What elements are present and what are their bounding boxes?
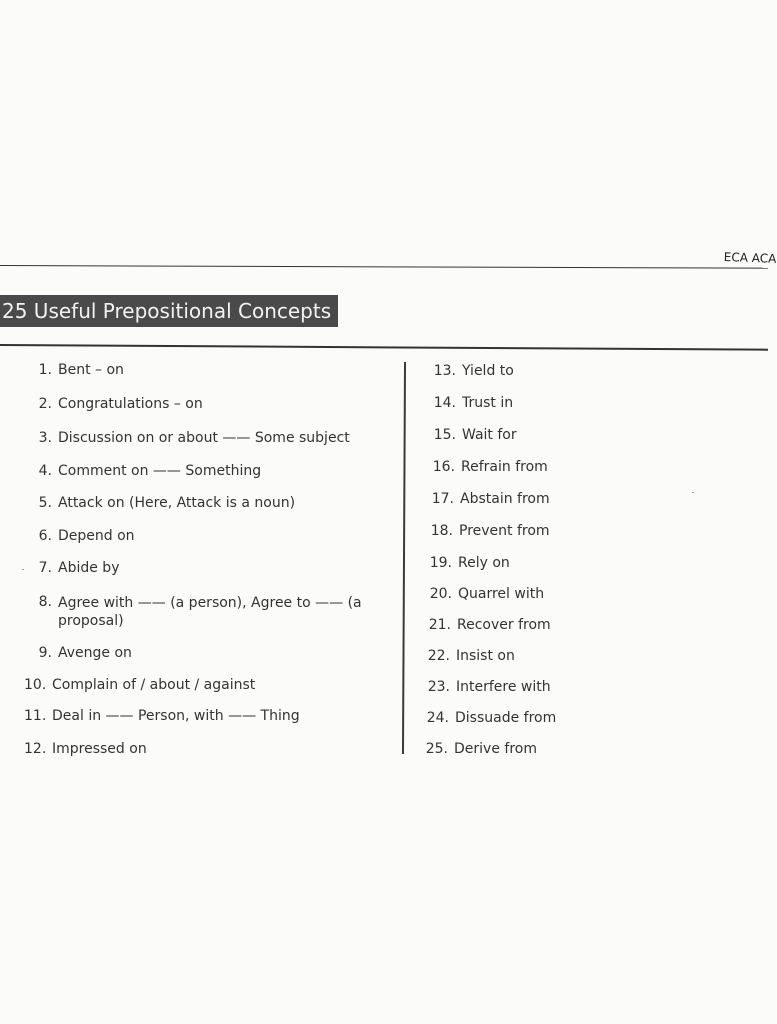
list-item: [30, 495, 295, 511]
top-rule: [0, 265, 768, 269]
item-text: Complain of / about / against: [52, 677, 256, 693]
list-item: [427, 617, 551, 633]
item-number: 1.: [38, 362, 52, 378]
item-number: 21.: [428, 617, 451, 633]
item-number: 23.: [427, 679, 450, 695]
item-number: 20.: [429, 586, 452, 602]
item-text: Dissuade from: [455, 710, 557, 726]
running-header: ECA ACA: [723, 250, 777, 266]
item-number: 10.: [24, 677, 47, 693]
item-text: Impressed on: [52, 741, 147, 757]
item-text: Avenge on: [58, 645, 132, 661]
scan-speck: [692, 492, 694, 493]
item-text: Yield to: [462, 363, 514, 379]
item-text: Abstain from: [460, 491, 550, 507]
list-item: [432, 363, 514, 379]
list-item: [428, 586, 544, 602]
list-item: [424, 741, 537, 757]
column-divider: [402, 362, 406, 754]
item-text: Agree with —— (a person), Agree to —— (a proposal): [58, 595, 362, 629]
item-number: 19.: [429, 555, 452, 571]
list-item: [30, 362, 124, 378]
list-item: [429, 523, 550, 539]
item-number: 16.: [432, 459, 455, 475]
item-number: 14.: [433, 395, 456, 411]
item-text: Refrain from: [461, 459, 548, 475]
item-number: 6.: [38, 528, 52, 544]
section-title: 25 Useful Prepositional Concepts: [0, 295, 338, 327]
item-number: 8.: [38, 594, 52, 610]
list-item: [24, 677, 255, 693]
list-item: [24, 741, 147, 757]
item-number: 2.: [38, 396, 52, 412]
item-text: Discussion on or about —— Some subject: [58, 430, 350, 446]
item-text: Prevent from: [459, 523, 550, 539]
item-text: Rely on: [458, 555, 510, 571]
item-number: 11.: [24, 708, 47, 724]
item-text: Depend on: [58, 528, 135, 544]
list-item: [426, 648, 515, 664]
item-number: 9.: [38, 645, 52, 661]
item-text: Congratulations – on: [58, 396, 203, 412]
list-item: [30, 560, 119, 576]
item-number: 15.: [433, 427, 456, 443]
item-text: Comment on —— Something: [58, 463, 262, 479]
item-text: Quarrel with: [458, 586, 545, 602]
list-item: [30, 528, 135, 544]
item-text: Attack on (Here, Attack is a noun): [58, 495, 296, 511]
list-item: [30, 594, 384, 630]
item-number: 25.: [425, 741, 448, 757]
item-number: 12.: [24, 741, 47, 757]
title-underline: [0, 344, 768, 351]
item-number: 22.: [427, 648, 450, 664]
item-text: Insist on: [456, 648, 515, 664]
item-number: 24.: [426, 710, 449, 726]
item-number: 7.: [38, 560, 52, 576]
list-item: [428, 555, 510, 571]
item-number: 17.: [431, 491, 454, 507]
list-item: [432, 427, 517, 443]
list-item: [30, 463, 261, 479]
item-text: Abide by: [58, 560, 120, 576]
item-text: Wait for: [462, 427, 517, 443]
item-text: Deal in —— Person, with —— Thing: [52, 708, 300, 724]
list-item: [426, 679, 551, 695]
item-text: Recover from: [457, 617, 551, 633]
item-number: 18.: [430, 523, 453, 539]
item-text: Derive from: [454, 741, 537, 757]
list-item: [432, 395, 513, 411]
list-item: [430, 491, 550, 507]
list-item: [431, 459, 548, 475]
item-number: 4.: [38, 463, 52, 479]
list-item: [30, 396, 203, 412]
list-item: [24, 708, 300, 724]
item-number: 13.: [433, 363, 456, 379]
item-text: Bent – on: [58, 362, 124, 378]
item-text: Interfere with: [456, 679, 551, 695]
scan-speck: [22, 569, 24, 570]
item-text: Trust in: [462, 395, 514, 411]
list-item: [30, 645, 132, 661]
list-item: [425, 710, 556, 726]
item-number: 3.: [38, 430, 52, 446]
item-number: 5.: [38, 495, 52, 511]
list-item: [30, 430, 350, 446]
